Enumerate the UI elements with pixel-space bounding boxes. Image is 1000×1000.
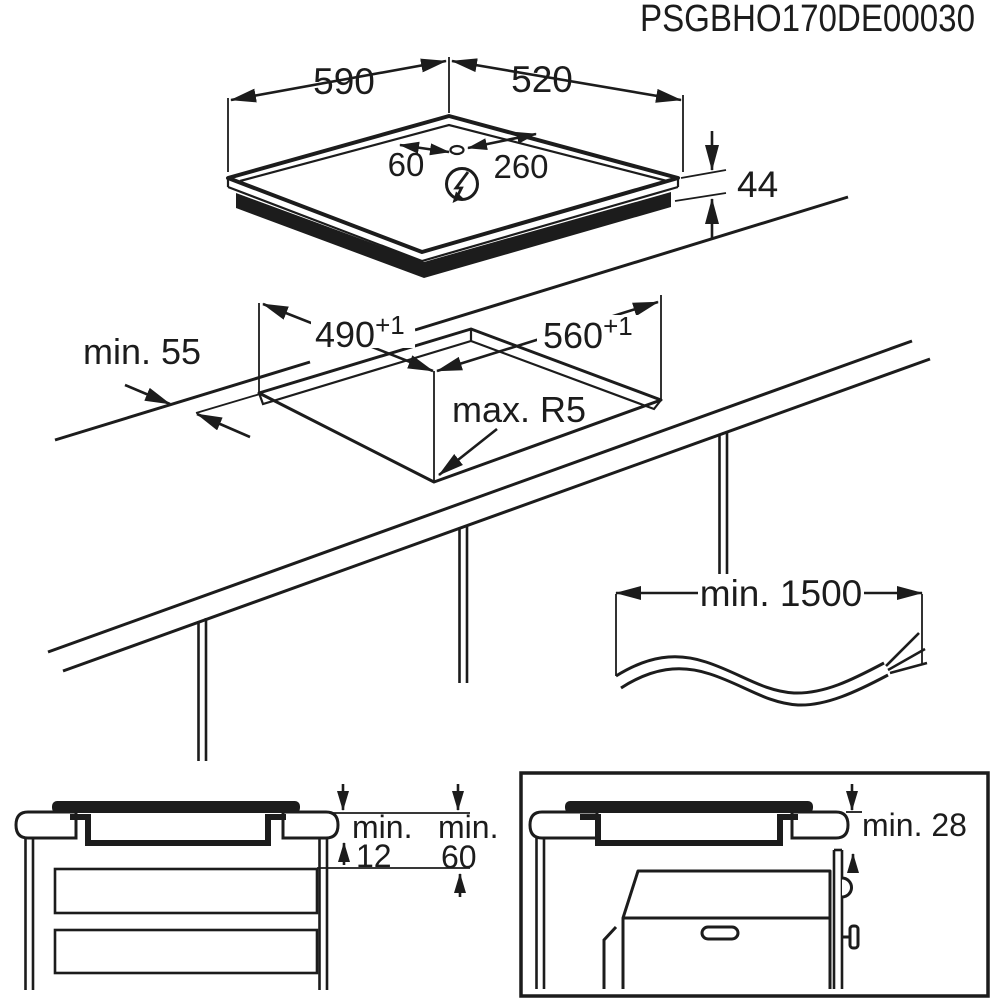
clearance2-prefix: min. bbox=[438, 809, 499, 845]
worktop-right-section bbox=[283, 812, 338, 838]
cable-grommet bbox=[451, 146, 464, 154]
dim-cable-offset: 60 bbox=[387, 146, 425, 183]
cabinet-panels bbox=[199, 431, 728, 761]
drawing-code: PSGBHO170DE00030 bbox=[640, 0, 975, 40]
mains-cable-view bbox=[616, 573, 927, 705]
dim-cable-length: min. 1500 bbox=[699, 573, 863, 614]
hob-glass-section bbox=[52, 801, 300, 813]
section-above-oven bbox=[521, 773, 988, 996]
dim-rear-clearance: min. 55 bbox=[83, 331, 202, 372]
dim-hob-height: 44 bbox=[737, 164, 779, 205]
oven-hinge-bump bbox=[842, 878, 852, 897]
clearance1-value: 12 bbox=[356, 838, 392, 874]
worktop-cutout-view bbox=[48, 197, 930, 761]
power-cable bbox=[616, 657, 884, 693]
worktop-right-section2 bbox=[792, 812, 848, 838]
drawer-top bbox=[55, 869, 317, 913]
hob-body-section bbox=[70, 817, 286, 843]
dim-cable-center: 260 bbox=[493, 148, 549, 185]
hob-body-section2 bbox=[580, 817, 798, 843]
oven-door-edge bbox=[604, 927, 616, 989]
dim-hob-width: 590 bbox=[313, 61, 375, 102]
clearance-oven: min. 28 bbox=[862, 807, 967, 843]
worktop-left-section bbox=[16, 812, 76, 838]
dim-cutout-depth: $490^{+1}$ bbox=[315, 310, 405, 355]
clearance1-prefix: min. bbox=[352, 809, 413, 845]
section-above-drawer bbox=[16, 784, 498, 990]
cable-wire-ends bbox=[886, 633, 927, 673]
oven-knob bbox=[850, 926, 858, 948]
dim-corner-radius: max. R5 bbox=[452, 389, 587, 430]
oven-handle bbox=[702, 927, 738, 939]
drawer-bottom bbox=[55, 930, 317, 973]
dim-cutout-width: $560^{+1}$ bbox=[543, 311, 633, 356]
hob-glass-section2 bbox=[565, 801, 813, 813]
built-in-oven bbox=[604, 871, 830, 989]
clearance2-value: 60 bbox=[441, 839, 477, 875]
oven-top bbox=[623, 871, 830, 918]
dim-hob-depth: 520 bbox=[511, 59, 573, 100]
